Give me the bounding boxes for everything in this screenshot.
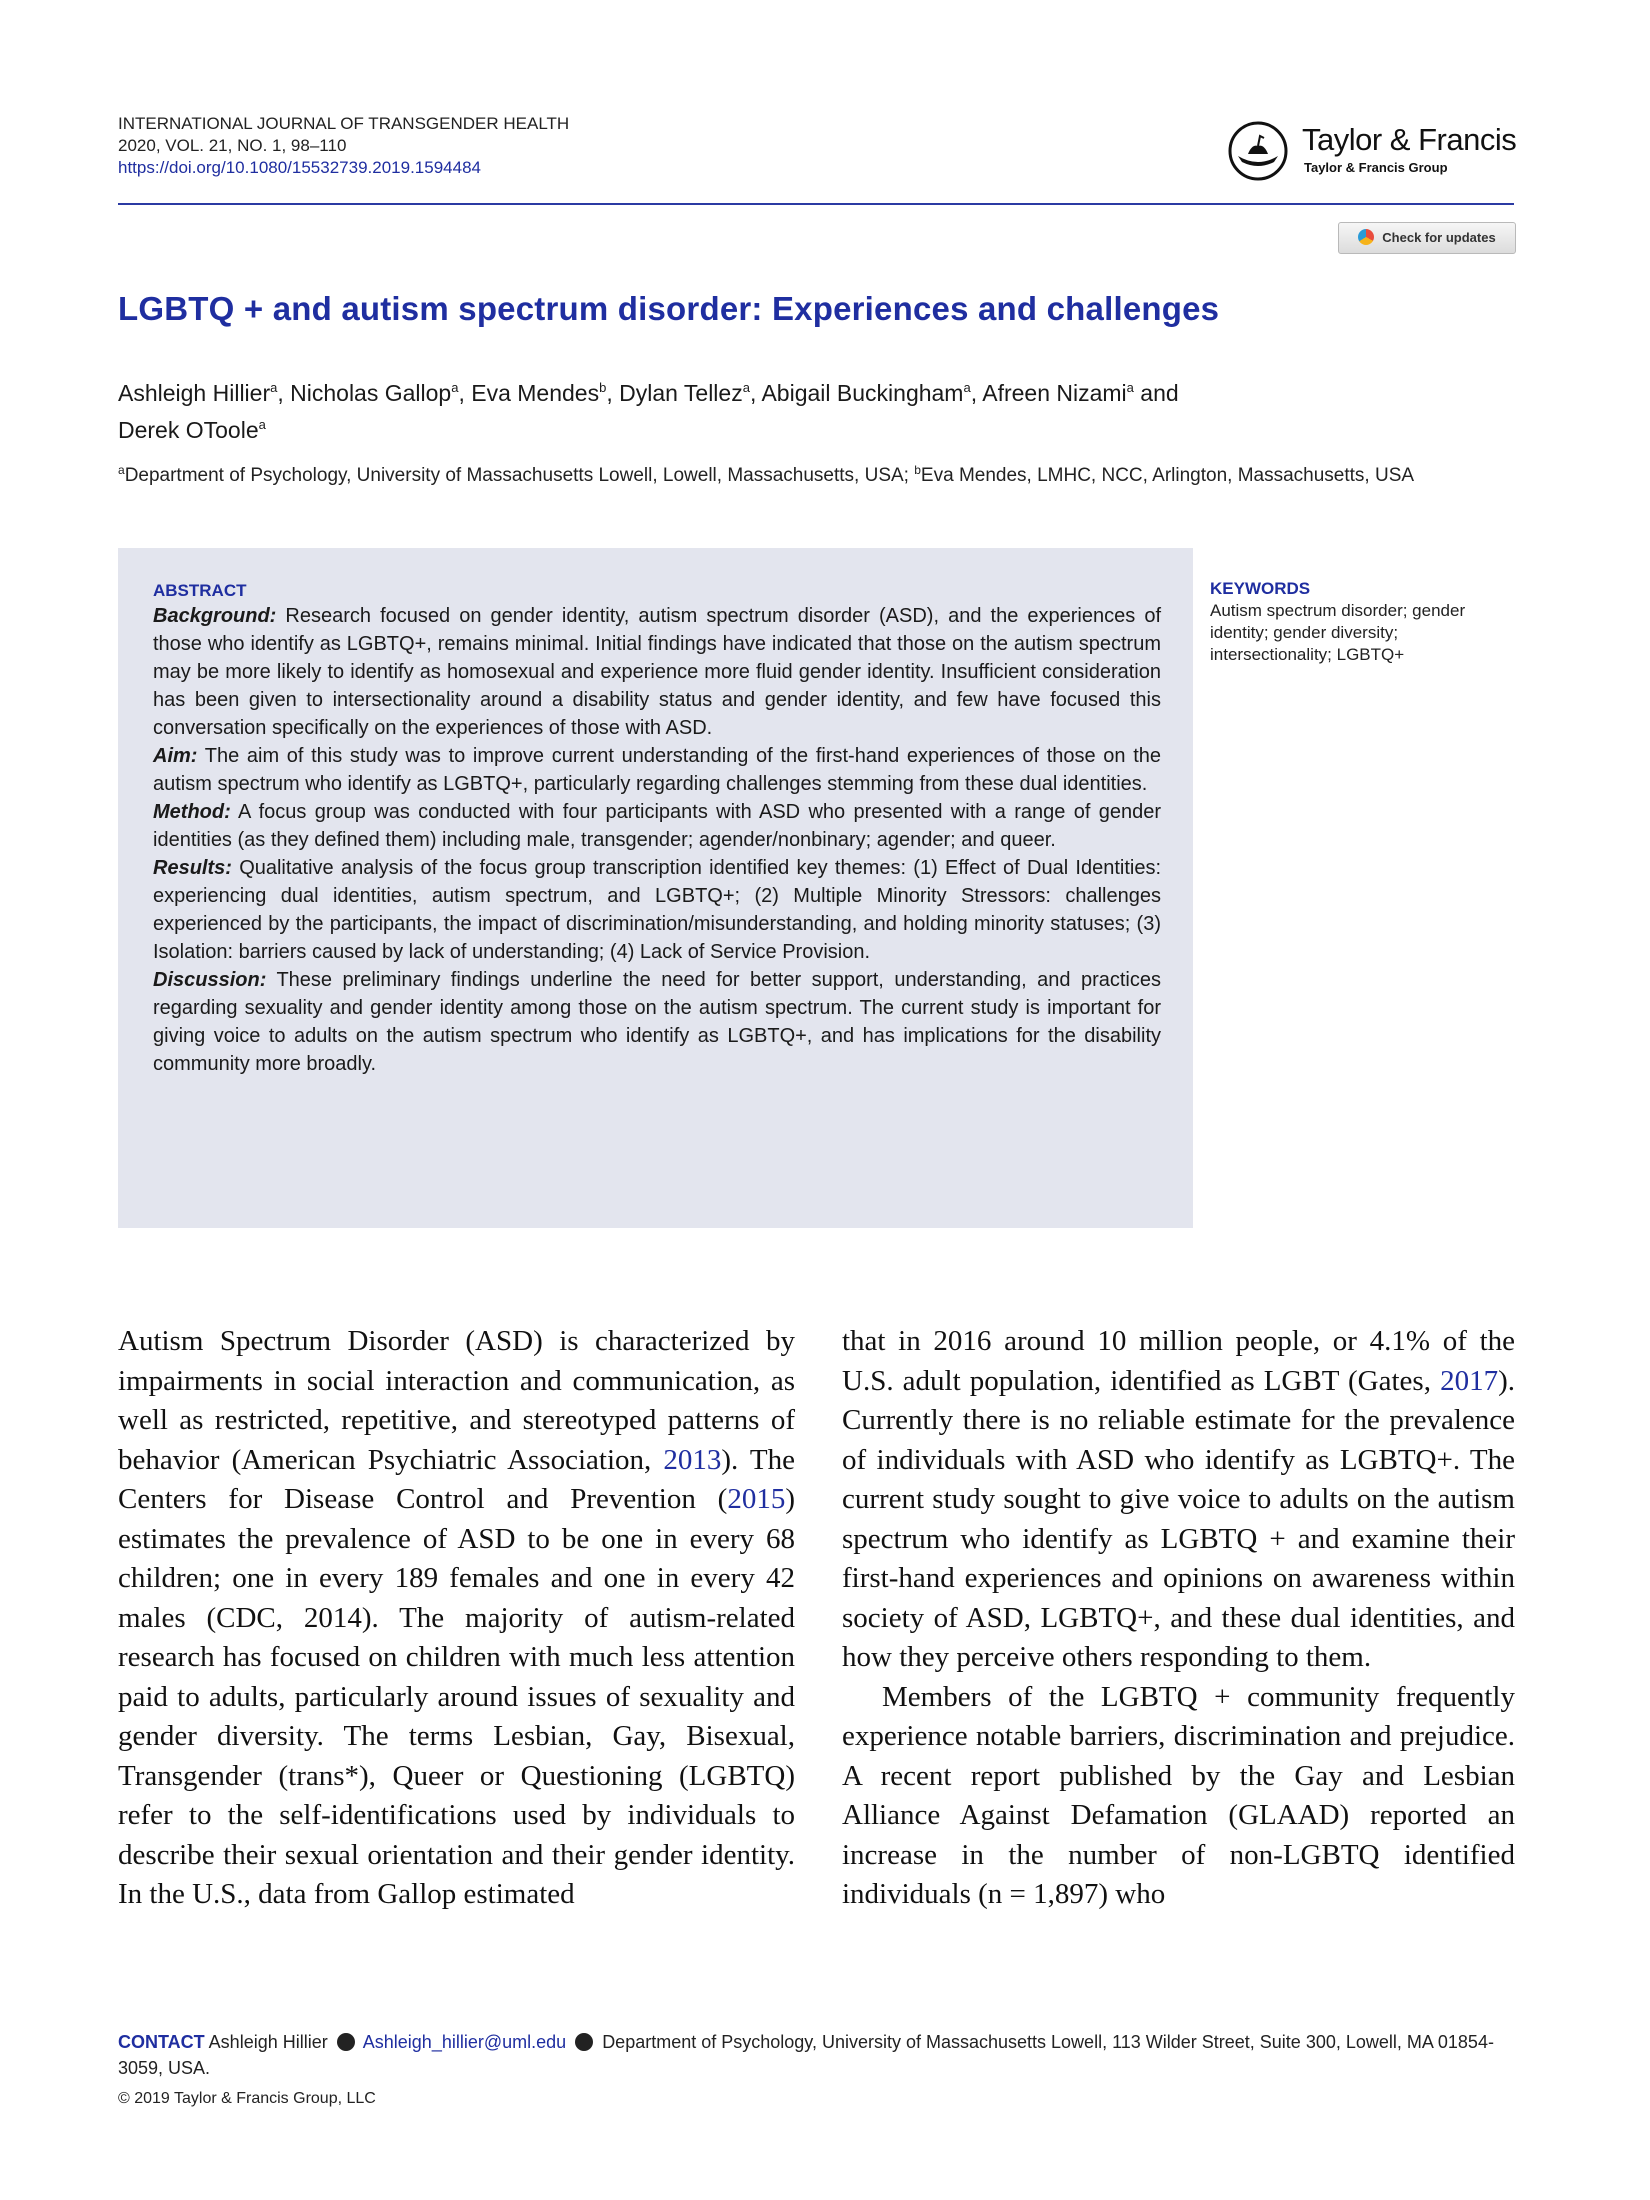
affiliation-a: Department of Psychology, University of Massachusetts Lowell, Lowell, Massachusetts, USA; [124, 465, 909, 486]
author-name[interactable]: Eva Mendes [471, 380, 600, 406]
body-text: Autism Spectrum Disorder (ASD) is characterized by impairments in social interaction and communication, as well as restricted, repetitive, and stereotyped patterns of behavior (American Psychiatric Association, [118, 1325, 795, 1476]
author-affil-sup: a [451, 380, 459, 395]
doi-link[interactable]: https://doi.org/10.1080/15532739.2019.1594484 [118, 158, 481, 177]
author-list: Ashleigh Hillier$^a$, Nicholas Gallop$^a$, Eva Mendes$^b$, Dylan Tellez$^a$, Abigail Buckingham$^a$, Afreen Nizami$^a$ and Derek OToole$^a$ [118, 380, 1179, 443]
copyright: © 2019 Taylor & Francis Group, LLC [118, 2090, 376, 2107]
affiliation-b: Eva Mendes, LMHC, NCC, Arlington, Massachusetts, USA [920, 465, 1415, 486]
journal-volume: 2020, VOL. 21, NO. 1, 98–110 [118, 136, 347, 155]
aim-text: The aim of this study was to improve current understanding of the first-hand experiences of those on the autism spectrum who identify as LGBTQ+, particularly regarding challenges stemming from these dual identities. [153, 745, 1162, 795]
abstract [153, 580, 1161, 1078]
affiliations [118, 456, 1518, 490]
body-paragraph: Members of the LGBTQ + community frequently experience notable barriers, discrimination and prejudice. A recent report published by the Gay and Lesbian Alliance Against Defamation (GLAAD) reported an increase in the number of non-LGBTQ identified individuals (n = 1,897) who [842, 1680, 1515, 1910]
author-name[interactable]: Dylan Tellez [619, 380, 743, 406]
author-affil-sup: a [1126, 380, 1134, 395]
keywords [1210, 578, 1520, 666]
author-name[interactable]: Afreen Nizami [982, 380, 1127, 406]
discussion-text: These preliminary findings underline the need for better support, understanding, and practices regarding sexuality and gender identity among those on the autism spectrum. The current study is important for giving voice to adults on the autism spectrum who identify as LGBTQ+, and has implications for the disability community more broadly. [153, 969, 1161, 1075]
abstract-discussion [153, 966, 1161, 1078]
check-updates-label: Check for updates [1382, 230, 1496, 245]
aim-label: Aim: [153, 745, 198, 767]
abstract-aim [153, 742, 1161, 798]
author-name[interactable]: Nicholas Gallop [290, 380, 452, 406]
background-label: Background: [153, 605, 277, 627]
author-affil-sup: a [270, 380, 278, 395]
method-text: A focus group was conducted with four participants with ASD who presented with a range of gender identities (as they defined them) including male, transgender; agender/nonbinary; agender; and queer. [153, 801, 1161, 851]
publisher-logo-icon [1224, 120, 1292, 182]
body-column-right [842, 1322, 1515, 1915]
method-label: Method: [153, 801, 231, 823]
body-text: ). The Centers for Disease Control and Prevention ( [118, 1443, 795, 1515]
affil-b-sup: b [914, 463, 921, 477]
publisher-name: Taylor & Francis [1302, 122, 1517, 157]
body-text: ). Currently there is no reliable estimate for the prevalence of individuals with ASD who identify as LGBTQ+. The current study sought to give voice to adults on the autism spectrum who identify as LGBTQ + and examine their first-hand experiences and opinions on awareness within society of ASD, LGBTQ+, and these dual identities, and how they perceive others responding to them. [842, 1364, 1515, 1673]
keywords-text: Autism spectrum disorder; gender identity; gender diversity; intersectionality; LGBTQ+ [1210, 601, 1466, 664]
abstract-method [153, 798, 1161, 854]
abstract-background [153, 602, 1161, 742]
contact-heading: CONTACT [118, 2032, 205, 2052]
body-text: ) estimates the prevalence of ASD to be one in every 68 children; one in every 189 females and one in every 42 males (CDC, 2014). The majority of autism-related research has focused on children with much less attention paid to adults, particularly around issues of sexuality and gender diversity. The terms Lesbian, Gay, Bisexual, Transgender (trans*), Queer or Questioning (LGBTQ) refer to the self-identifications used by individuals to describe their sexual orientation and their gender identity. In the U.S., data from Gallop estimated [118, 1483, 795, 1910]
author-name[interactable]: Abigail Buckingham [761, 380, 964, 406]
email-icon [337, 2033, 355, 2051]
contact-footer [118, 2029, 1518, 2081]
contact-name: Ashleigh Hillier [208, 2032, 328, 2052]
publisher-logo [1224, 120, 1524, 190]
authors-and: and [1140, 380, 1179, 406]
check-updates-icon [1358, 229, 1374, 245]
affil-a-sup: a [118, 463, 125, 477]
publisher-group: Taylor & Francis Group [1304, 160, 1448, 175]
journal-header [118, 113, 569, 179]
results-text: Qualitative analysis of the focus group transcription identified key themes: (1) Effect of Dual Identities: experiencing dual identities, autism spectrum, and LGBTQ+; (2) Multiple Minority Stressors: challenges experienced by the participants, the impact of discrimination/misunderstanding, and holding minority statuses; (3) Isolation: barriers caused by lack of understanding; (4) Lack of Service Provision. [153, 857, 1162, 963]
author-affil-sup: a [742, 380, 750, 395]
citation-link[interactable]: 2013 [663, 1443, 722, 1476]
discussion-label: Discussion: [153, 969, 267, 991]
author-affil-sup: b [599, 380, 607, 395]
results-label: Results: [153, 857, 232, 879]
address-icon [575, 2033, 593, 2051]
abstract-heading: ABSTRACT [153, 581, 247, 600]
abstract-results [153, 854, 1161, 966]
check-for-updates-button[interactable] [1338, 222, 1516, 254]
keywords-heading: KEYWORDS [1210, 579, 1311, 598]
header-rule [118, 203, 1514, 205]
journal-name: INTERNATIONAL JOURNAL OF TRANSGENDER HEALTH [118, 114, 570, 133]
body-column-left [118, 1322, 795, 1915]
citation-link[interactable]: 2017 [1440, 1364, 1499, 1397]
background-text: Research focused on gender identity, autism spectrum disorder (ASD), and the experiences of those who identify as LGBTQ+, remains minimal. Initial findings have indicated that those on the autism spectrum may be more likely to identify as homosexual and experience more fluid gender identity. Insufficient consideration has been given to intersectionality around a disability status and gender identity, and few have focused this conversation specifically on the experiences of those with ASD. [153, 605, 1161, 739]
author-name[interactable]: Ashleigh Hillier [118, 380, 271, 406]
author-name[interactable]: Derek OToole [118, 417, 259, 443]
citation-link[interactable]: 2015 [727, 1483, 786, 1515]
author-affil-sup: a [258, 417, 266, 432]
contact-email-link[interactable]: Ashleigh_hillier@uml.edu [362, 2032, 567, 2052]
author-affil-sup: a [963, 380, 971, 395]
contact-address: Department of Psychology, University of Massachusetts Lowell, 113 Wilder Street, Suite 300, Lowell, MA 01854-3059, USA. [118, 2032, 1494, 2078]
body-text: that in 2016 around 10 million people, or 4.1% of the U.S. adult population, identified as LGBT (Gates, [842, 1325, 1515, 1397]
article-title: LGBTQ + and autism spectrum disorder: Experiences and challenges [118, 290, 1220, 327]
